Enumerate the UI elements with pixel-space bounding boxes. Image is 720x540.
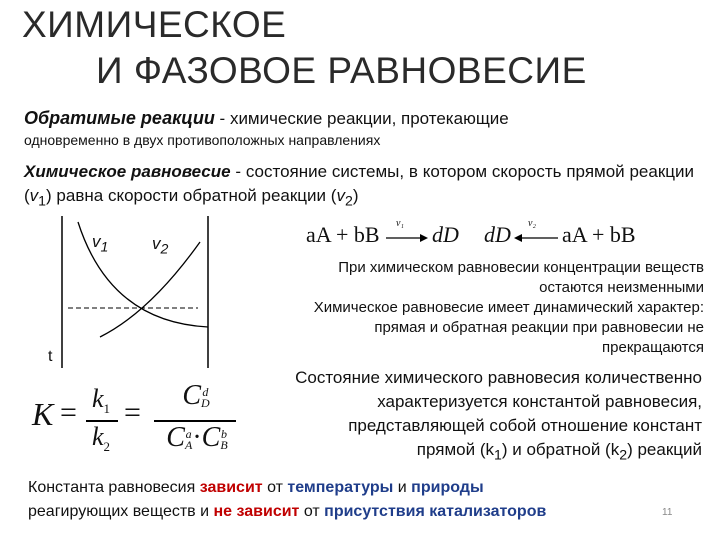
equilibrium-definition bbox=[24, 160, 694, 213]
reverse-rate-curve bbox=[100, 242, 200, 337]
forward-product: dD bbox=[432, 222, 459, 247]
constant-description bbox=[202, 366, 702, 467]
reverse-arrow-label: v₂ bbox=[528, 218, 536, 229]
rate-graph bbox=[40, 212, 230, 372]
k1-sub: 1 bbox=[103, 401, 111, 417]
bottom-statement bbox=[28, 476, 668, 524]
den-sup-b: b bbox=[221, 426, 228, 441]
equilibrium-text-1: состояние системы, в котором скорость прямой реакции ( bbox=[24, 162, 695, 205]
note-line-2: остаются неизменными bbox=[539, 279, 704, 296]
note-line-5: прекращаются bbox=[602, 339, 704, 356]
graph-label-v1 bbox=[92, 232, 108, 255]
den-sub-B: B bbox=[220, 437, 228, 452]
formula-equals-1: = bbox=[60, 396, 77, 429]
constant-line-4-sub2: 2 bbox=[619, 447, 628, 464]
constant-line-4b: ) и обратной (k bbox=[501, 440, 620, 459]
reverse-arrow-icon bbox=[512, 222, 560, 246]
graph-v2-sub: 2 bbox=[160, 241, 169, 258]
graph-v1-letter: v bbox=[92, 232, 101, 251]
title-line-2: И ФАЗОВОЕ РАВНОВЕСИЕ bbox=[96, 50, 587, 91]
formula-k2 bbox=[86, 422, 116, 455]
constant-line-4 bbox=[202, 438, 702, 467]
bottom-text-5: от bbox=[299, 503, 325, 520]
k2-sub: 2 bbox=[103, 439, 111, 455]
constant-line-4c: ) реакций bbox=[627, 440, 702, 459]
forward-arrow-icon bbox=[384, 222, 430, 246]
formula-K: K bbox=[32, 396, 54, 432]
num-C: C bbox=[182, 380, 201, 411]
equilibrium-constant-formula bbox=[32, 380, 232, 464]
graph-v2-letter: v bbox=[152, 234, 161, 253]
bottom-line-2 bbox=[28, 500, 668, 524]
den-C2: C bbox=[201, 422, 221, 453]
equilibrium-text-2: ) равна скорости обратной реакции ( bbox=[46, 186, 337, 205]
constant-line-4a: прямой (k bbox=[416, 440, 494, 459]
equilibrium-text-3: ) bbox=[352, 186, 359, 205]
title-line-1: ХИМИЧЕСКОЕ bbox=[22, 4, 287, 45]
bottom-text-1: Константа равновесия bbox=[28, 479, 200, 496]
forward-reaction bbox=[306, 222, 380, 248]
graph-label-v2 bbox=[152, 234, 168, 257]
formula-denominator bbox=[152, 422, 242, 454]
bottom-text-2: от bbox=[262, 479, 288, 496]
equilibrium-dash: - bbox=[230, 162, 246, 181]
equilibrium-notes bbox=[234, 258, 704, 358]
note-line-4: прямая и обратная реакции при равновесии не bbox=[374, 319, 704, 336]
formula-equals-2: = bbox=[124, 396, 141, 429]
bottom-nature: природы bbox=[411, 479, 484, 496]
num-sup-d: d bbox=[202, 384, 209, 399]
bottom-text-4: реагирующих веществ и bbox=[28, 503, 214, 520]
reversible-text: химические реакции, протекающие bbox=[229, 109, 509, 128]
reverse-products: aA + bB bbox=[562, 222, 636, 247]
note-line-3: Химическое равновесие имеет динамический характер: bbox=[313, 299, 704, 316]
bottom-not-depends: не зависит bbox=[213, 503, 300, 520]
v1-symbol: v bbox=[29, 186, 39, 205]
bottom-depends: зависит bbox=[199, 479, 263, 496]
constant-line-2: характеризуется константой равновесия, bbox=[377, 392, 702, 411]
bottom-temperature: температуры bbox=[287, 479, 394, 496]
note-line-1: При химическом равновесии концентрации веществ bbox=[338, 259, 704, 276]
v2-subscript: 2 bbox=[344, 193, 353, 210]
num-sub-D: D bbox=[201, 395, 210, 410]
equilibrium-term: Химическое равновесие bbox=[24, 162, 231, 181]
bottom-line-1 bbox=[28, 476, 668, 500]
formula-k1 bbox=[86, 384, 116, 417]
reversible-definition-line-2: одновременно в двух противоположных направлениях bbox=[24, 132, 381, 148]
forward-reactants: aA + bB bbox=[306, 222, 380, 247]
k2-letter: k bbox=[91, 422, 104, 451]
den-sup-a: a bbox=[185, 426, 192, 441]
v2-symbol: v bbox=[336, 186, 345, 205]
bottom-catalysts: присутствия катализаторов bbox=[324, 503, 547, 520]
den-C1: C bbox=[166, 422, 185, 453]
reversible-term: Обратимые реакции bbox=[24, 108, 215, 128]
reversible-dash: - bbox=[214, 109, 230, 128]
constant-line-1: Состояние химического равновесия количественно bbox=[295, 368, 702, 387]
graph-axis-t: t bbox=[48, 348, 53, 365]
den-sub-A: A bbox=[184, 437, 193, 452]
constant-line-3: представляющей собой отношение констант bbox=[348, 416, 702, 435]
page-number: 11 bbox=[662, 507, 673, 518]
formula-numerator bbox=[156, 380, 236, 412]
forward-arrow-label: v₁ bbox=[396, 218, 404, 229]
constant-line-4-sub1: 1 bbox=[493, 447, 502, 464]
reverse-reactant: dD bbox=[484, 222, 511, 247]
reversible-definition bbox=[24, 108, 509, 129]
k1-letter: k bbox=[91, 384, 104, 413]
den-dot: · bbox=[192, 422, 202, 453]
bottom-text-3: и bbox=[393, 479, 412, 496]
graph-v1-sub: 1 bbox=[100, 239, 109, 256]
v1-subscript: 1 bbox=[38, 193, 47, 210]
